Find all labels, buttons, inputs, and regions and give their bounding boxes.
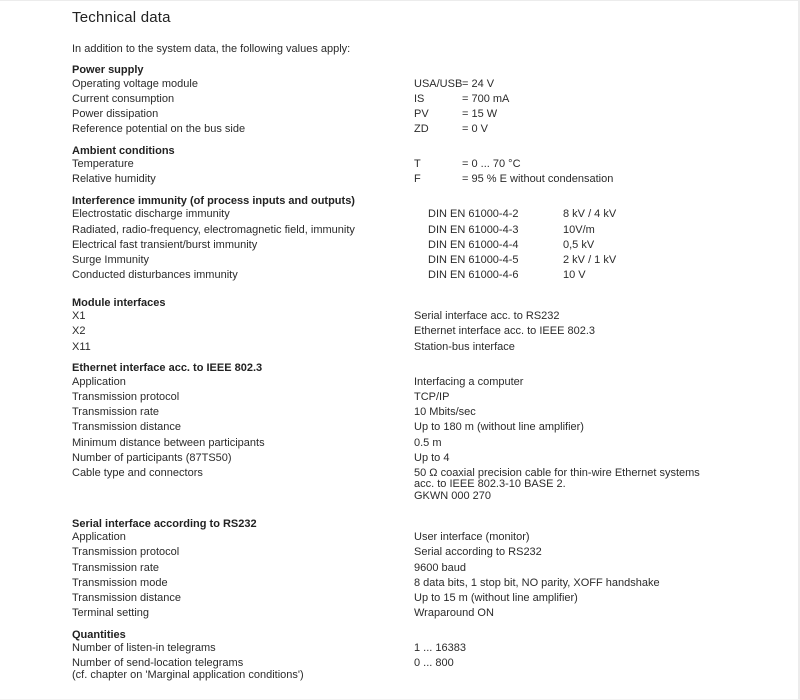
spec-label: Relative humidity <box>72 173 156 186</box>
spec-label: Temperature <box>72 158 134 171</box>
section-heading: Interference immunity (of process inputs and outputs) <box>72 194 355 207</box>
section-heading: Quantities <box>72 628 126 641</box>
spec-label: X1 <box>72 310 86 323</box>
spec-row <box>72 453 790 465</box>
section-power-supply <box>72 65 790 136</box>
spec-row <box>72 209 790 221</box>
spec-label: Transmission mode <box>72 576 168 589</box>
spec-value: Up to 4 <box>414 451 450 464</box>
spec-row <box>72 593 790 605</box>
spec-row <box>72 159 790 171</box>
spec-value: = 700 mA <box>462 92 510 105</box>
spec-value: 8 data bits, 1 stop bit, NO parity, XOFF handshake <box>414 576 660 589</box>
spec-value: Ethernet interface acc. to IEEE 802.3 <box>414 325 595 338</box>
spec-row <box>72 578 790 590</box>
spec-row <box>72 270 790 282</box>
spec-row <box>72 174 790 186</box>
spec-label: Transmission distance <box>72 421 182 434</box>
spec-symbol: PV <box>414 107 429 120</box>
spec-value: 10 V <box>563 269 586 282</box>
spec-value: Wraparound ON <box>414 607 494 620</box>
spec-label: Application <box>72 375 126 388</box>
spec-label: Number of listen-in telegrams <box>72 642 216 655</box>
spec-value: 10 Mbits/sec <box>414 406 476 419</box>
spec-row <box>72 532 790 544</box>
spec-value: Serial interface acc. to RS232 <box>414 310 560 323</box>
spec-row <box>72 79 790 91</box>
spec-standard: DIN EN 61000-4-5 <box>428 254 519 266</box>
spec-label: Operating voltage module <box>72 77 198 90</box>
spec-row <box>72 643 790 655</box>
spec-row <box>72 392 790 404</box>
spec-value: Up to 15 m (without line amplifier) <box>414 591 578 604</box>
spec-row <box>72 377 790 389</box>
spec-value: = 15 W <box>462 107 498 120</box>
spec-value: = 95 % E without condensation <box>462 173 614 186</box>
spec-value: Interfacing a computer <box>414 375 524 388</box>
section-quantities <box>72 630 790 682</box>
section-interference-immunity <box>72 196 790 282</box>
spec-value: 8 kV / 4 kV <box>563 208 617 221</box>
spec-symbol: USA/USB <box>414 77 463 90</box>
spec-row <box>72 438 790 450</box>
spec-value: Station-bus interface <box>414 340 515 353</box>
section-heading: Serial interface according to RS232 <box>72 517 257 530</box>
section-ambient-conditions <box>72 146 790 186</box>
spec-row <box>72 547 790 559</box>
spec-row <box>72 407 790 419</box>
page-title: Technical data <box>72 9 171 26</box>
spec-label: Electrical fast transient/burst immunity <box>72 238 258 251</box>
spec-symbol: IS <box>414 92 425 105</box>
spec-value: TCP/IP <box>414 390 450 403</box>
spec-value-line: acc. to IEEE 802.3-10 BASE 2. <box>414 478 566 491</box>
spec-row <box>72 255 790 267</box>
spec-value: 9600 baud <box>414 561 466 574</box>
spec-label: Cable type and connectors <box>72 466 203 479</box>
spec-row <box>72 563 790 575</box>
spec-label: Number of participants (87TS50) <box>72 451 232 464</box>
spec-row <box>72 342 790 354</box>
spec-label: Terminal setting <box>72 607 150 620</box>
spec-value: = 0 ... 70 °C <box>462 158 521 171</box>
spec-label: Electrostatic discharge immunity <box>72 208 230 221</box>
spec-value: User interface (monitor) <box>414 531 530 544</box>
spec-row <box>72 109 790 121</box>
spec-label: Radiated, radio-frequency, electromagnetic field, immunity <box>72 223 355 236</box>
spec-label: Transmission rate <box>72 561 160 574</box>
spec-row <box>72 225 790 237</box>
spec-row <box>72 326 790 338</box>
spec-label: Current consumption <box>72 92 175 105</box>
spec-value: 0.5 m <box>414 436 442 449</box>
spec-value: = 24 V <box>462 77 495 90</box>
spec-label: Power dissipation <box>72 107 159 120</box>
spec-label: Application <box>72 531 126 544</box>
spec-symbol: F <box>414 173 421 186</box>
spec-row <box>72 240 790 252</box>
section-heading: Ambient conditions <box>72 144 175 157</box>
section-heading: Module interfaces <box>72 296 166 309</box>
spec-row <box>72 422 790 434</box>
spec-row <box>72 608 790 620</box>
spec-standard: DIN EN 61000-4-4 <box>428 238 519 251</box>
spec-label: Transmission protocol <box>72 546 180 559</box>
spec-label-line: Number of send-location telegrams <box>72 657 244 670</box>
spec-row <box>72 124 790 136</box>
spec-value: 10V/m <box>563 223 595 236</box>
spec-value: Serial according to RS232 <box>414 546 542 559</box>
spec-standard: DIN EN 61000-4-6 <box>428 269 519 282</box>
spec-label-line: (cf. chapter on 'Marginal application conditions') <box>72 668 304 681</box>
spec-standard: DIN EN 61000-4-3 <box>428 223 519 236</box>
spec-label: Transmission rate <box>72 406 160 419</box>
spec-value: 0,5 kV <box>563 238 595 251</box>
spec-label: X11 <box>72 340 91 353</box>
spec-value-multiline <box>414 468 700 503</box>
intro-text: In addition to the system data, the following values apply: <box>72 43 351 55</box>
section-heading: Power supply <box>72 64 144 76</box>
spec-value: 0 ... 800 <box>414 657 454 670</box>
spec-value: = 0 V <box>462 123 488 136</box>
section-module-interfaces <box>72 298 790 353</box>
spec-row <box>72 658 790 681</box>
section-serial-interface <box>72 519 790 620</box>
spec-value: 2 kV / 1 kV <box>563 254 617 266</box>
spec-label-multiline <box>72 658 414 681</box>
spec-row <box>72 468 790 503</box>
spec-label: X2 <box>72 325 86 338</box>
spec-symbol: ZD <box>414 123 429 136</box>
spec-label: Minimum distance between participants <box>72 436 265 449</box>
section-heading: Ethernet interface acc. to IEEE 802.3 <box>72 362 263 375</box>
spec-value-line: GKWN 000 270 <box>414 490 492 503</box>
spec-value-line: 50 Ω coaxial precision cable for thin-wire Ethernet systems <box>414 466 700 479</box>
spec-row <box>72 94 790 106</box>
spec-standard: DIN EN 61000-4-2 <box>428 208 519 221</box>
spec-label: Transmission distance <box>72 591 182 604</box>
section-ethernet-interface <box>72 363 790 502</box>
spec-label: Conducted disturbances immunity <box>72 269 238 282</box>
spec-value: 1 ... 16383 <box>414 642 466 655</box>
spec-label: Surge Immunity <box>72 254 150 266</box>
spec-value: Up to 180 m (without line amplifier) <box>414 421 584 434</box>
spec-label: Transmission protocol <box>72 390 180 403</box>
spec-label: Reference potential on the bus side <box>72 123 246 136</box>
spec-symbol: T <box>414 158 421 171</box>
spec-row <box>72 311 790 323</box>
